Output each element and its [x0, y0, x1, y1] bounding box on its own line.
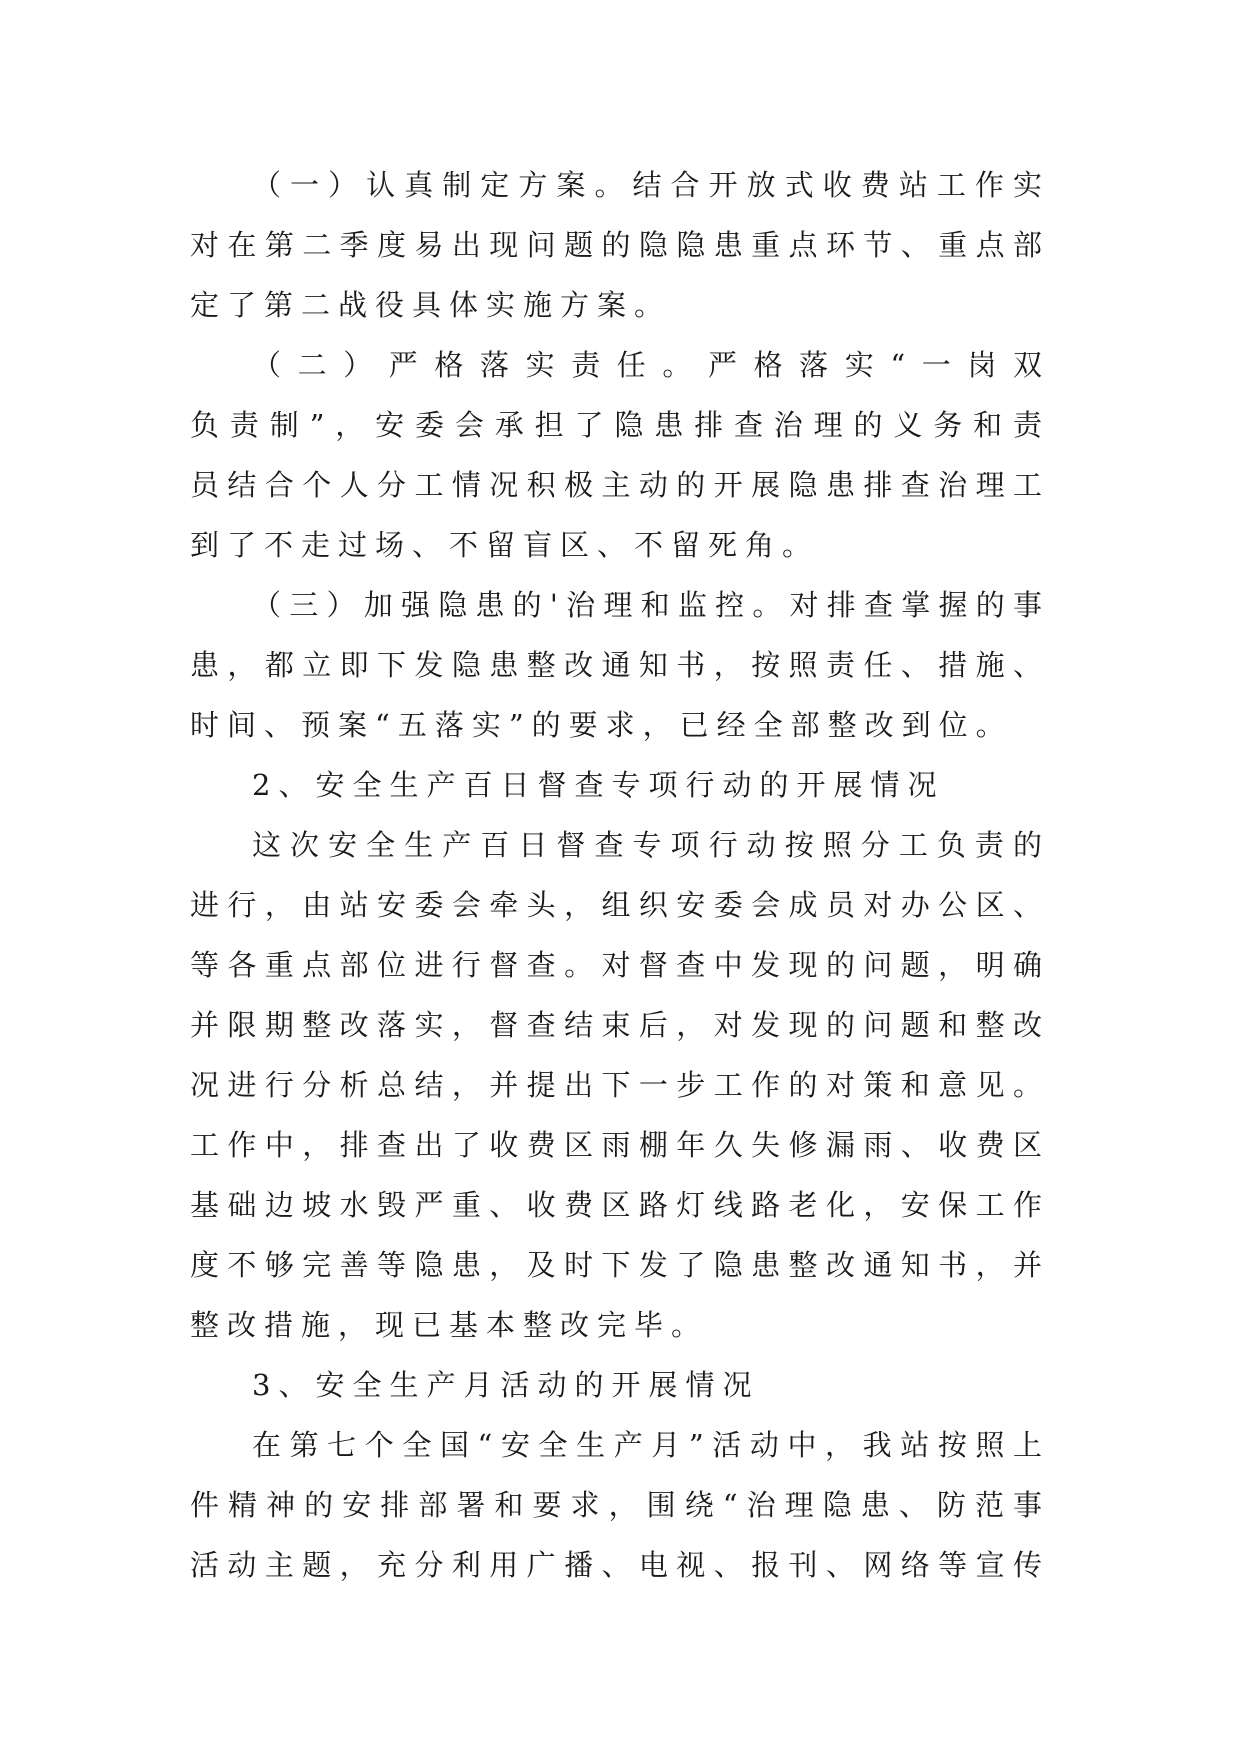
text-line: 员结合个人分工情况积极主动的开展隐患排查治理工 [190, 468, 1050, 502]
text-line: 在第七个全国“安全生产月”活动中，我站按照上 [252, 1428, 1050, 1462]
text-line: 到了不走过场、不留盲区、不留死角。 [190, 528, 820, 562]
text-line: （一）认真制定方案。结合开放式收费站工作实 [252, 168, 1050, 202]
text-line: 并限期整改落实，督查结束后，对发现的问题和整改 [190, 1008, 1050, 1042]
document-page [190, 155, 1050, 1595]
text-line: 患，都立即下发隐患整改通知书，按照责任、措施、 [190, 648, 1050, 682]
text-line: 定了第二战役具体实施方案。 [190, 288, 672, 322]
text-line: 负责制”，安委会承担了隐患排查治理的义务和责 [190, 408, 1050, 442]
text-line: 工作中，排查出了收费区雨棚年久失修漏雨、收费区 [190, 1128, 1050, 1162]
section-heading: 3、安全生产月活动的开展情况 [252, 1368, 760, 1402]
text-line: 对在第二季度易出现问题的隐隐患重点环节、重点部 [190, 228, 1050, 262]
text-line: 进行，由站安委会牵头，组织安委会成员对办公区、 [190, 888, 1050, 922]
section-heading: 2、安全生产百日督查专项行动的开展情况 [252, 768, 945, 802]
text-line: 况进行分析总结，并提出下一步工作的对策和意见。 [190, 1068, 1050, 1102]
text-line: 等各重点部位进行督查。对督查中发现的问题，明确 [190, 948, 1050, 982]
text-line: 活动主题，充分利用广播、电视、报刊、网络等宣传 [190, 1548, 1050, 1582]
text-line: 度不够完善等隐患，及时下发了隐患整改通知书，并 [190, 1248, 1050, 1282]
text-line: 时间、预案“五落实”的要求，已经全部整改到位。 [190, 708, 1013, 742]
text-line: 这次安全生产百日督查专项行动按照分工负责的 [252, 828, 1050, 862]
text-line: （二）严格落实责任。严格落实“一岗双 [252, 348, 1050, 382]
text-line: 整改措施，现已基本整改完毕。 [190, 1308, 709, 1342]
text-line: 件精神的安排部署和要求，围绕“治理隐患、防范事 [190, 1488, 1050, 1522]
text-line: （三）加强隐患的'治理和监控。对排查掌握的事 [252, 588, 1050, 622]
text-line: 基础边坡水毁严重、收费区路灯线路老化，安保工作 [190, 1188, 1050, 1222]
